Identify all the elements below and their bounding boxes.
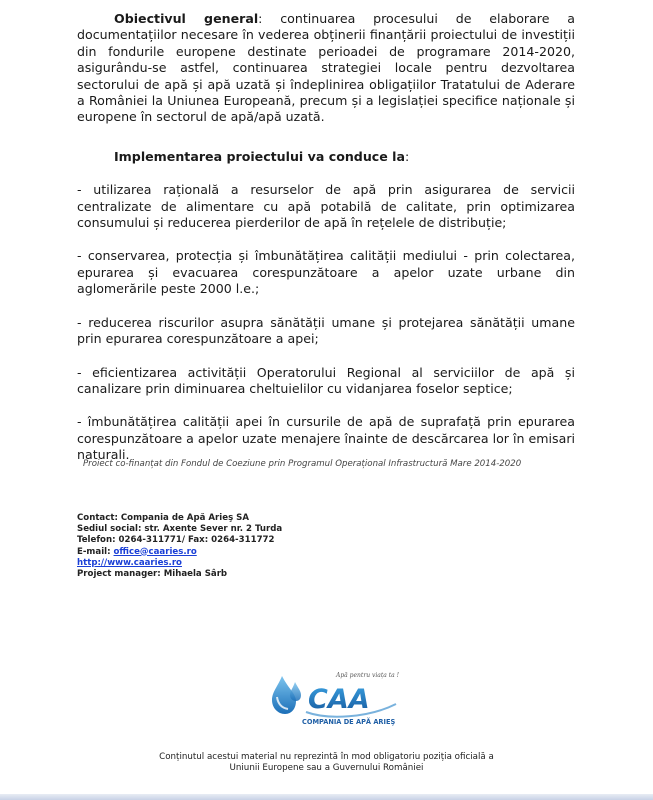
email-link[interactable]: office@caaries.ro: [113, 546, 197, 557]
contact-address: Sediul social: str. Axente Sever nr. 2 Turda: [77, 524, 283, 535]
implementation-heading: [77, 149, 575, 165]
contact-email-row: [77, 547, 282, 558]
implementation-item-1: - utilizarea rațională a resurselor de apă prin asigurarea de servicii centralizate de alimentare cu apă potabilă de calitate, prin optimizarea consumului și reducerea pierderilor de apă în rețelele de distribuție;: [77, 182, 575, 231]
project-manager: Project manager: Mihaela Sârb: [77, 569, 228, 580]
implementation-item-2: - conservarea, protecția și îmbunătățirea calității mediului - prin colectarea, epurarea și evacuarea corespunzătoare a apelor uzate urbane din aglomerările peste 2000 l.e.;: [77, 248, 575, 297]
eu-disclaimer: [0, 752, 653, 774]
website-link[interactable]: http://www.caaries.ro: [77, 557, 182, 568]
logo-tagline: Apă pentru viața ta !: [336, 672, 400, 679]
logo-letters: CAA: [308, 684, 370, 715]
contact-phone: Telefon: 0264-311771/ Fax: 0264-311772: [77, 535, 275, 546]
company-logo-graphic: [268, 668, 418, 730]
implementation-item-4: - eficientizarea activității Operatorului Regional al serviciilor de apă și canalizare prin diminuarea cheltuielilor cu vidanjarea foselor septice;: [77, 364, 575, 396]
main-content: [77, 11, 575, 464]
contact-website-row: [77, 558, 282, 569]
logo-company-name: COMPANIA DE APĂ ARIEŞ: [302, 718, 396, 726]
implementation-heading-text: Implementarea proiectului va conduce la: [114, 148, 405, 164]
cofinancing-note: Proiect co-finanțat din Fondul de Coeziune prin Programul Operațional Infrastructură Mare 2014-2020: [83, 459, 522, 469]
objective-text: : continuarea procesului de elaborare a documentațiilor necesare în vederea obținerii finanțării proiectului de investiții din fondurile europene destinate perioadei de programare 2014-2020, asigurându-se astfel, continuarea strategiei locale pentru dezvoltarea sectorului de apă și apă uzată și îndeplinirea obligațiilor Tratatului de Aderare a României la Uniunea Europeană, precum și a legislației specifice naționale și europene în sectorul de apă/apă uzată.: [77, 11, 575, 125]
objective-label: Obiectivul general: [114, 11, 259, 26]
implementation-heading-colon: :: [405, 148, 410, 164]
bottom-bar: [0, 794, 653, 800]
objective-paragraph: [77, 11, 575, 126]
company-logo: [268, 668, 418, 730]
contact-block: [77, 513, 282, 580]
disclaimer-line-2: Uniunii Europene sau a Guvernului României: [229, 763, 424, 773]
implementation-item-3: - reducerea riscurilor asupra sănătății umane și protejarea sănătății umane prin epurarea corespunzătoare a apei;: [77, 314, 575, 347]
implementation-item-5: - îmbunătățirea calității apei în cursurile de apă de suprafață prin epurarea corespunzătoare a apelor uzate menajere înainte de descărcarea lor în emisari naturali.: [77, 414, 575, 463]
disclaimer-line-1: Conținutul acestui material nu reprezintă în mod obligatoriu poziția oficială a: [159, 752, 494, 762]
contact-company: Contact: Compania de Apă Arieş SA: [77, 513, 250, 523]
contact-email-label: E-mail:: [77, 546, 114, 557]
